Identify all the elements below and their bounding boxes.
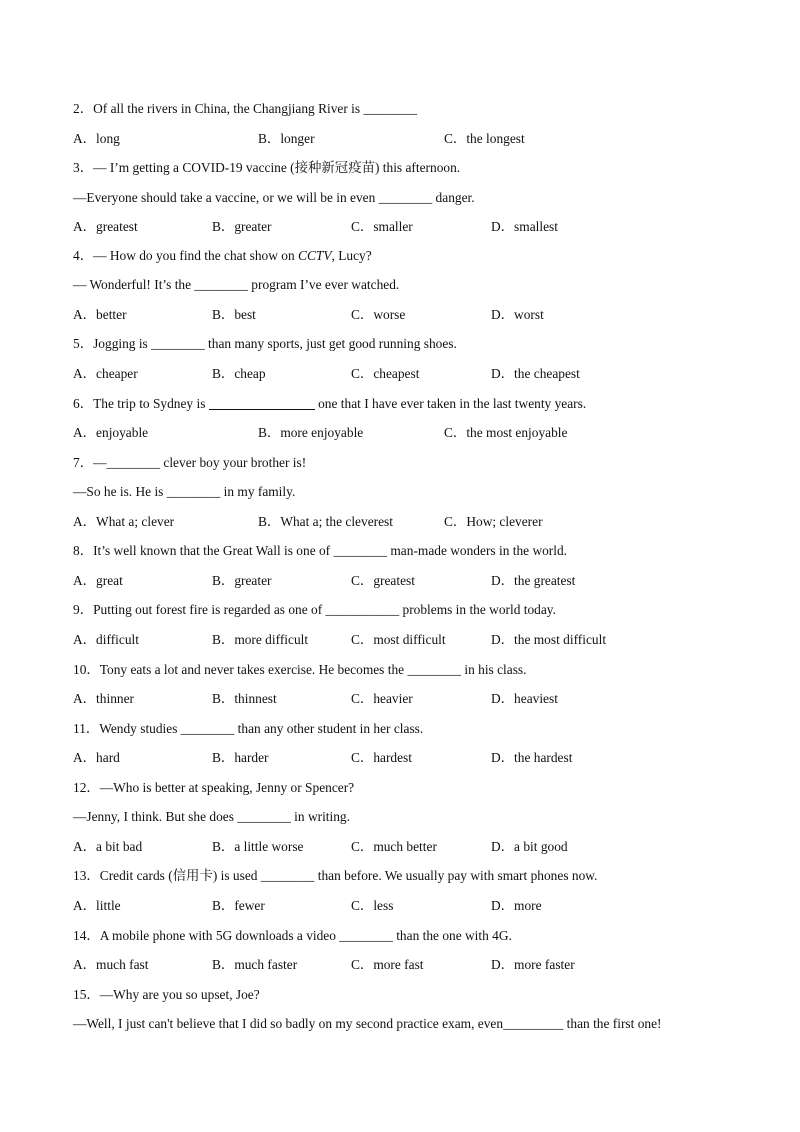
q6-option-c: C．the most enjoyable [444, 425, 568, 440]
q3-stem: 3．— I’m getting a COVID-19 vaccine (接种新冠疫苗) this afternoon. [73, 160, 461, 175]
q2-option-a: A．long [73, 131, 120, 146]
q5-stem: 5．Jogging is ________ than many sports, just get good running shoes. [73, 336, 457, 351]
q12-option-d: D．a bit good [491, 839, 568, 854]
q12-stem: 12．—Who is better at speaking, Jenny or Spencer? [73, 780, 355, 795]
q10-option-d: D．heaviest [491, 691, 558, 706]
q13-option-c: C．less [351, 898, 394, 913]
q13-stem: 13．Credit cards (信用卡) is used ________ than before. We usually pay with smart phones now. [73, 868, 598, 883]
q4-option-b: B．best [212, 307, 256, 322]
q12-option-b: B．a little worse [212, 839, 304, 854]
q7-option-c: C．How; cleverer [444, 514, 543, 529]
q14-option-d: D．more faster [491, 957, 575, 972]
q14-option-c: C．more fast [351, 957, 424, 972]
q6-stem-pre: 6．The trip to Sydney is [73, 396, 209, 411]
q3-stem-2: —Everyone should take a vaccine, or we will be in even ________ danger. [73, 190, 475, 205]
q7-stem: 7．—________ clever boy your brother is! [73, 455, 307, 470]
q15-stem-2: —Well, I just can't believe that I did so badly on my second practice exam, even_________ than the first one! [73, 1016, 662, 1031]
q11-option-b: B．harder [212, 750, 269, 765]
q11-option-d: D．the hardest [491, 750, 573, 765]
q2-option-b: B．longer [258, 131, 315, 146]
q8-option-d: D．the greatest [491, 573, 576, 588]
q2-stem: 2．Of all the rivers in China, the Changjiang River is ________ [73, 101, 418, 116]
q9-option-c: C．most difficult [351, 632, 446, 647]
q3-option-c: C．smaller [351, 219, 413, 234]
q8-option-c: C．greatest [351, 573, 415, 588]
q8-option-a: A．great [73, 573, 123, 588]
q4-stem-pre: 4．— How do you find the chat show on [73, 248, 299, 263]
q6-stem [73, 396, 586, 412]
q4-stem-post: , Lucy? [331, 248, 372, 263]
q5-option-c: C．cheapest [351, 366, 420, 381]
q6-stem-post: one that I have ever taken in the last twenty years. [314, 396, 587, 411]
q7-stem-2: —So he is. He is ________ in my family. [73, 484, 296, 499]
q14-option-a: A．much fast [73, 957, 149, 972]
q6-answer-blank [209, 397, 315, 410]
q7-option-a: A．What a; clever [73, 514, 175, 529]
q3-option-a: A．greatest [73, 219, 138, 234]
q13-option-b: B．fewer [212, 898, 265, 913]
q4-option-d: D．worst [491, 307, 544, 322]
q11-stem: 11．Wendy studies ________ than any other student in her class. [73, 721, 424, 736]
q3-option-b: B．greater [212, 219, 272, 234]
q9-option-b: B．more difficult [212, 632, 309, 647]
q2-option-c: C．the longest [444, 131, 525, 146]
q10-option-b: B．thinnest [212, 691, 277, 706]
q10-stem: 10．Tony eats a lot and never takes exercise. He becomes the ________ in his class. [73, 662, 527, 677]
q11-option-c: C．hardest [351, 750, 412, 765]
q12-option-a: A．a bit bad [73, 839, 143, 854]
q14-option-b: B．much faster [212, 957, 298, 972]
q10-option-c: C．heavier [351, 691, 413, 706]
q13-option-a: A．little [73, 898, 121, 913]
q12-option-c: C．much better [351, 839, 437, 854]
q9-option-d: D．the most difficult [491, 632, 607, 647]
q4-stem-2: — Wonderful! It’s the ________ program I’ve ever watched. [73, 277, 400, 292]
q5-option-a: A．cheaper [73, 366, 138, 381]
q8-stem: 8．It’s well known that the Great Wall is one of ________ man-made wonders in the world. [73, 543, 568, 558]
q10-option-a: A．thinner [73, 691, 134, 706]
q12-stem-2: —Jenny, I think. But she does ________ in writing. [73, 809, 350, 824]
q5-option-d: D．the cheapest [491, 366, 580, 381]
q11-option-a: A．hard [73, 750, 120, 765]
q9-option-a: A．difficult [73, 632, 139, 647]
q7-option-b: B．What a; the cleverest [258, 514, 393, 529]
q4-option-a: A．better [73, 307, 127, 322]
q6-option-a: A．enjoyable [73, 425, 149, 440]
q13-option-d: D．more [491, 898, 542, 913]
q9-stem: 9．Putting out forest fire is regarded as one of ___________ problems in the world today. [73, 602, 556, 617]
q6-option-b: B．more enjoyable [258, 425, 364, 440]
q4-stem-emphasis: CCTV [298, 248, 332, 263]
q3-option-d: D．smallest [491, 219, 558, 234]
q8-option-b: B．greater [212, 573, 272, 588]
q4-option-c: C．worse [351, 307, 406, 322]
q5-option-b: B．cheap [212, 366, 266, 381]
q4-stem [73, 248, 372, 264]
q15-stem: 15．—Why are you so upset, Joe? [73, 987, 260, 1002]
q14-stem: 14．A mobile phone with 5G downloads a video ________ than the one with 4G. [73, 928, 512, 943]
